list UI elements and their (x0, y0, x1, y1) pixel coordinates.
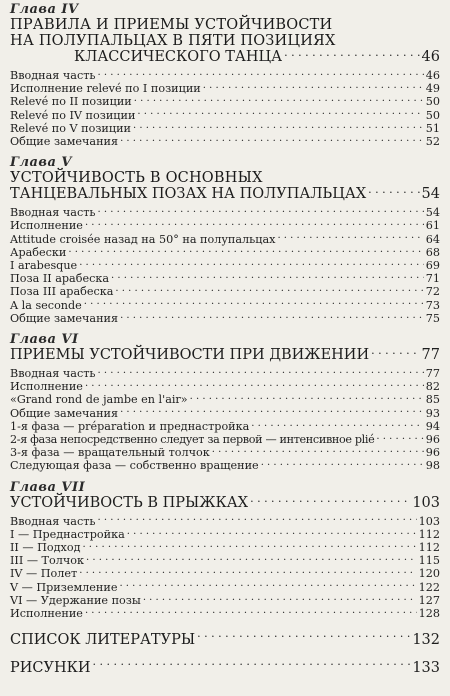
toc-entry[interactable]: Relevé по IV позиции . . . 50 (10, 109, 440, 122)
toc-entry[interactable]: II — Подход . . . 112 (10, 541, 440, 554)
figures-entry[interactable] (10, 658, 440, 678)
toc-entry[interactable]: I — Преднастройка . . . 112 (10, 528, 440, 541)
page-number: 46 (421, 49, 440, 65)
chapter-label: Глава VI (10, 332, 79, 348)
toc-entry[interactable]: Исполнение . . . 82 (10, 380, 440, 393)
page-number: 77 (421, 347, 440, 364)
toc-entry[interactable]: Общие замечания . . . 75 (10, 312, 440, 325)
toc-entry[interactable]: 1-я фаза — préparation и преднастройка . . . 94 (10, 420, 440, 433)
toc-entry[interactable]: Общие замечания . . . 52 (10, 135, 440, 148)
toc-entry[interactable]: Поза III арабеска . . . 72 (10, 285, 440, 298)
leader-dots (371, 348, 419, 359)
toc-entry[interactable]: A la seconde . . . 73 (10, 299, 440, 312)
leader-dots (284, 50, 419, 61)
chapter-title: ТАНЦЕВАЛЬНЫХ ПОЗАХ НА ПОЛУПАЛЬЦАХ (10, 186, 367, 203)
section-list (10, 515, 440, 621)
toc-entry[interactable]: III — Толчок . . . 115 (10, 554, 440, 567)
toc-entry[interactable]: Поза II арабеска . . . 71 (10, 272, 440, 285)
section-list (10, 367, 440, 473)
leader-dots (368, 187, 419, 198)
toc-entry[interactable]: Вводная часть . . . 103 (10, 515, 440, 528)
chapter-label: Глава VII (10, 479, 86, 495)
toc-entry[interactable]: I arabesque . . . 69 (10, 259, 440, 272)
toc-entry[interactable]: 3-я фаза — вращательный толчок . . . 96 (10, 446, 440, 459)
toc-entry[interactable]: VI — Удержание позы . . . 127 (10, 594, 440, 607)
chapter-title: УСТОЙЧИВОСТЬ В ПРЫЖКАХ (10, 494, 249, 511)
toc-entry[interactable]: Арабески . . . 68 (10, 246, 440, 259)
leader-dots (197, 633, 410, 644)
chapter-7 (10, 480, 440, 621)
toc-entry[interactable]: IV — Полет . . . 120 (10, 567, 440, 580)
bibliography-title: СПИСОК ЛИТЕРАТУРЫ (10, 632, 196, 649)
toc-entry[interactable]: Общие замечания . . . 93 (10, 407, 440, 420)
toc-entry[interactable]: Attitude croisée назад на 50° на полупальцах . . . 64 (10, 233, 440, 246)
leader-dots (93, 661, 411, 672)
chapter-6 (10, 332, 440, 473)
chapter-title: УСТОЙЧИВОСТЬ В ОСНОВНЫХ (10, 170, 263, 187)
toc-entry[interactable]: Следующая фаза — собственно вращение . . . 98 (10, 459, 440, 472)
bibliography-entry[interactable] (10, 630, 440, 650)
page-number: 103 (412, 494, 440, 511)
chapter-title-row[interactable] (10, 49, 440, 66)
chapter-label: Глава IV (10, 2, 79, 17)
toc-entry[interactable]: Вводная часть . . . 77 (10, 367, 440, 380)
toc-entry[interactable]: Исполнение . . . 61 (10, 219, 440, 232)
chapter-title-row[interactable] (10, 347, 440, 364)
chapter-title: ПРИЕМЫ УСТОЙЧИВОСТИ ПРИ ДВИЖЕНИИ (10, 347, 370, 364)
chapter-label: Глава V (10, 155, 72, 171)
toc-entry[interactable]: 2-я фаза непосредственно следует за первой — интенсивное plié . . . 96 (10, 433, 440, 446)
chapter-title-row[interactable] (10, 495, 440, 512)
leader-dots (250, 496, 410, 507)
page-number: 133 (412, 660, 440, 677)
toc-entry[interactable]: Вводная часть . . . 46 (10, 69, 440, 82)
chapter-title: ПРАВИЛА И ПРИЕМЫ УСТОЙЧИВОСТИ (10, 17, 333, 33)
figures-title: РИСУНКИ (10, 660, 91, 677)
toc-entry[interactable]: V — Приземление . . . 122 (10, 581, 440, 594)
chapter-title-row[interactable] (10, 186, 440, 203)
toc-entry[interactable]: Relevé по II позиции . . . 50 (10, 95, 440, 108)
page-number: 54 (421, 186, 440, 203)
toc-entry[interactable]: Исполнение relevé по I позиции . . . 49 (10, 82, 440, 95)
toc-entry[interactable]: Вводная часть . . . 54 (10, 206, 440, 219)
back-matter (10, 630, 440, 678)
chapter-4 (10, 2, 440, 148)
page-number: 132 (412, 632, 440, 649)
section-list (10, 69, 440, 148)
chapter-title: КЛАССИЧЕСКОГО ТАНЦА (74, 49, 283, 65)
toc-entry[interactable]: Исполнение . . . 128 (10, 607, 440, 620)
toc-entry[interactable]: Relevé по V позиции . . . 51 (10, 122, 440, 135)
chapter-title: НА ПОЛУПАЛЬЦАХ В ПЯТИ ПОЗИЦИЯХ (10, 33, 336, 49)
chapter-5 (10, 155, 440, 325)
toc-entry[interactable]: «Grand rond de jambe en l'air» . . . 85 (10, 393, 440, 406)
section-list (10, 206, 440, 325)
